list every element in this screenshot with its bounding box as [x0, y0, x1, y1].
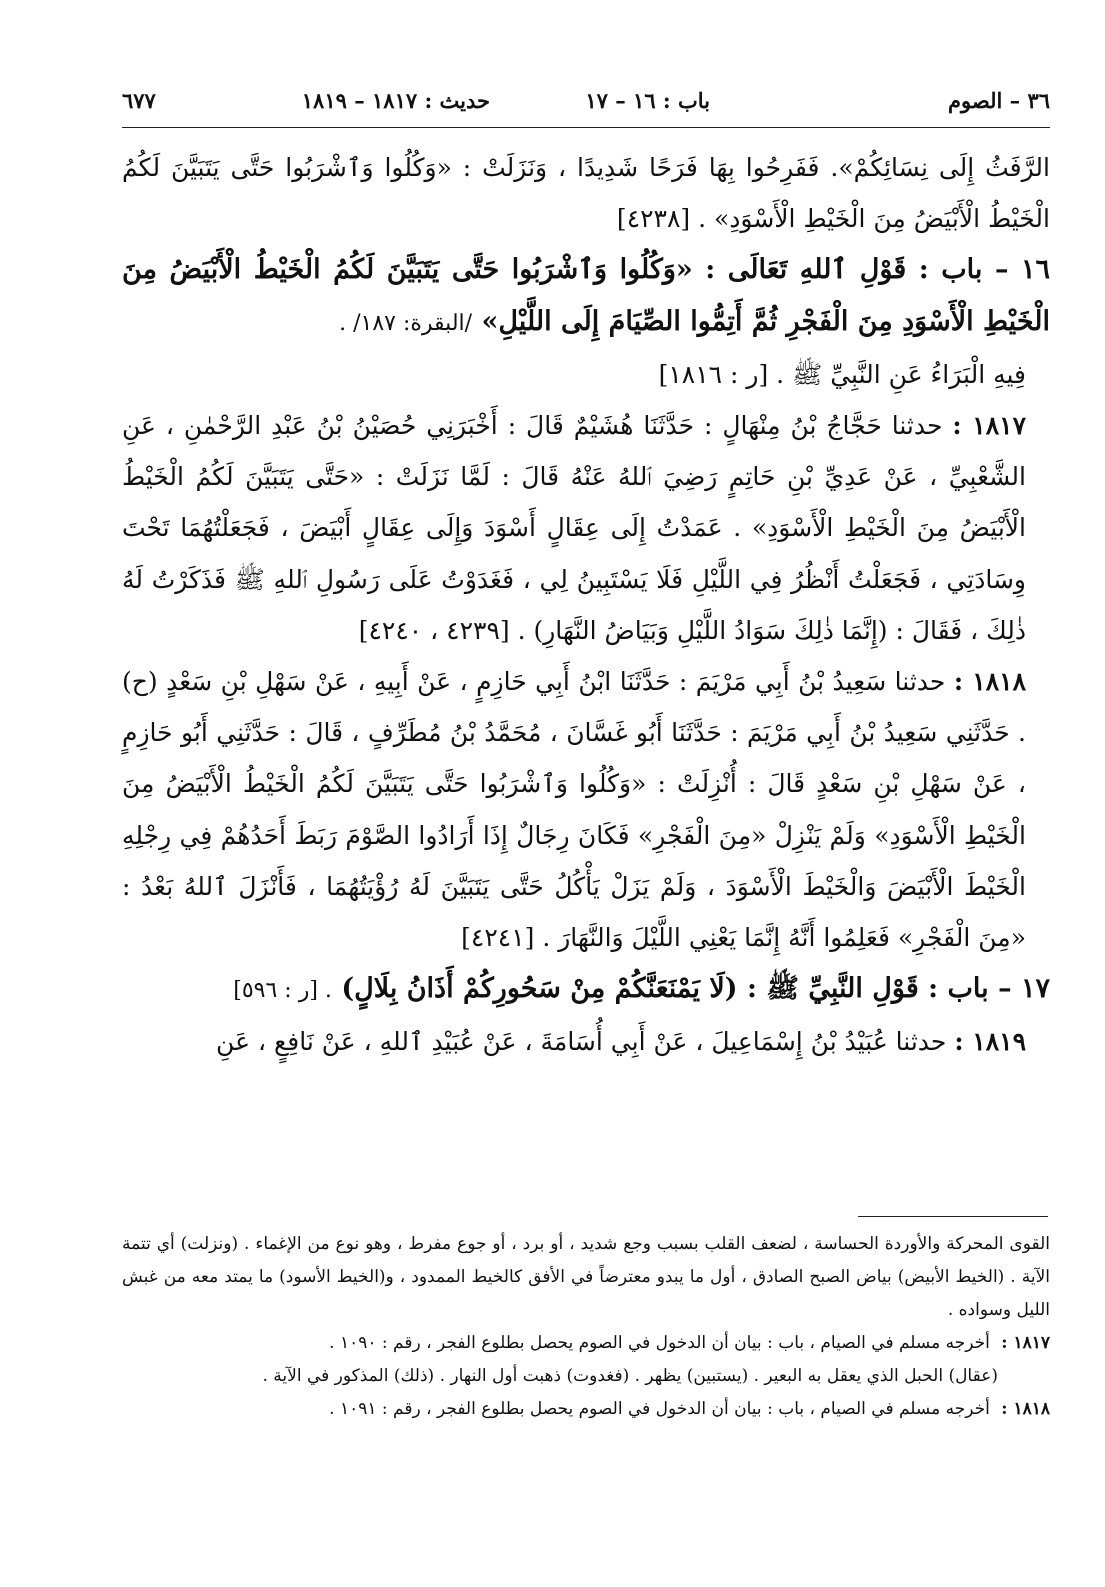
footnote-1818-number: ١٨١٨ : [1001, 1399, 1050, 1419]
hadith-1817-number: ١٨١٧ : [952, 411, 1027, 441]
chapter-heading-16-prefix: ١٦ – باب : قَوْلِ ٱللهِ تَعَالَى : [705, 254, 1050, 286]
header-hadith: حديث : ١٨١٧ – ١٨١٩ [301, 88, 490, 113]
chapter-heading-16 [122, 244, 1050, 348]
hadith-1817 [122, 400, 1050, 656]
footnote-divider [858, 1216, 1048, 1217]
fihi-note: فِيهِ الْبَرَاءُ عَنِ النَّبِيِّ ﷺ . [ر : ١٨١٦] [658, 359, 1026, 389]
hadith-1818 [122, 656, 1050, 963]
footnote-1818-text: أخرجه مسلم في الصيام ، باب : بيان أن الدخول في الصوم يحصل بطلوع الفجر ، رقم : ١٠٩١ . [329, 1399, 990, 1419]
hadith-1819 [122, 1016, 1050, 1067]
hadith-1819-number: ١٨١٩ : [954, 1027, 1026, 1057]
footnote-1817 [122, 1327, 1050, 1360]
header-chapter: ٣٦ – الصوم [948, 88, 1050, 113]
chapter-heading-16-ref: /البقرة: ١٨٧/ . [339, 310, 473, 336]
hadith-1819-text: حدثنا عُبَيْدُ بْنُ إِسْمَاعِيلَ ، عَنْ أَبِي أُسَامَةَ ، عَنْ عُبَيْدِ ٱللهِ ، عَنْ نَافِعٍ ، عَنِ [216, 1027, 947, 1057]
chapter-heading-17-prefix: ١٧ – باب : قَوْلِ النَّبِيِّ ﷺ : [746, 973, 1050, 1005]
footnotes [122, 1228, 1050, 1426]
footnote-continued: القوى المحركة والأوردة الحساسة ، لضعف القلب بسبب وجع شديد ، أو برد ، أو جوع مفرط ، وهو نوع من الإغماء . (ونزلت) أي تتمة الآية . (الخيط الأبيض) بياض الصبح الصادق ، أول ما يبدو معترضاً في الأفق كالخيط الممدود ، و(الخيط الأسود) ما يمتد معه من غبش الليل وسواده . [122, 1234, 1050, 1320]
header-divider [122, 127, 1050, 128]
running-header [122, 82, 1050, 122]
hadith-1818-number: ١٨١٨ : [953, 667, 1026, 697]
chapter-heading-17-quote: (لَا يَمْنَعَنَّكُمْ مِنْ سَحُورِكُمْ أَذَانُ بِلَالٍ) [341, 973, 738, 1005]
footnote-1817-number: ١٨١٧ : [1001, 1333, 1050, 1353]
main-text [122, 142, 1050, 1205]
page-number: ٦٧٧ [122, 88, 156, 113]
chapter-heading-16-quote: «وَكُلُوا وَٱشْرَبُوا حَتَّى يَتَبَيَّنَ لَكُمُ الْخَيْطُ الْأَبْيَضُ مِنَ الْخَيْطِ الْأَسْوَدِ مِنَ الْفَجْرِ ثُمَّ أَتِمُّوا الصِّيَامَ إِلَى اللَّيْلِ» [122, 254, 1050, 337]
continued-paragraph: الرَّفَثُ إِلَى نِسَائِكُمْ». فَفَرِحُوا بِهَا فَرَحًا شَدِيدًا ، وَنَزَلَتْ : «وَكُلُوا وَٱشْرَبُوا حَتَّى يَتَبَيَّنَ لَكُمُ الْخَيْطُ الْأَبْيَضُ مِنَ الْخَيْطِ الْأَسْوَدِ» . [٤٢٣٨] [122, 153, 1050, 234]
footnote-1817-text: أخرجه مسلم في الصيام ، باب : بيان أن الدخول في الصوم يحصل بطلوع الفجر ، رقم : ١٠٩٠ . [329, 1333, 990, 1353]
chapter-heading-17-ref: . [ر : ٥٩٦] [233, 978, 332, 1004]
footnote-1817-gloss: (عقال) الحبل الذي يعقل به البعير . (يستبين) يظهر . (فغدوت) ذهبت أول النهار . (ذلك) المذكور في الآية . [262, 1366, 998, 1386]
chapter-heading-17 [122, 963, 1050, 1016]
header-bab: باب : ١٦ – ١٧ [585, 88, 710, 113]
hadith-1817-text: حدثنا حَجَّاجُ بْنُ مِنْهَالٍ : حَدَّثَنَا هُشَيْمٌ قَالَ : أَخْبَرَنِي حُصَيْنُ بْنُ عَبْدِ الرَّحْمٰنِ ، عَنِ الشَّعْبِيِّ ، عَنْ عَدِيِّ بْنِ حَاتِمٍ رَضِيَ ٱللهُ عَنْهُ قَالَ : لَمَّا نَزَلَتْ : «حَتَّى يَتَبَيَّنَ لَكُمُ الْخَيْطُ الْأَبْيَضُ مِنَ الْخَيْطِ الْأَسْوَدِ» . عَمَدْتُ إِلَى عِقَالٍ أَسْوَدَ وَإِلَى عِقَالٍ أَبْيَضَ ، فَجَعَلْتُهُمَا تَحْتَ وِسَادَتِي ، فَجَعَلْتُ أَنْظُرُ فِي اللَّيْلِ فَلَا يَسْتَبِينُ لِي ، فَغَدَوْتُ عَلَى رَسُولِ ٱللهِ ﷺ فَذَكَرْتُ لَهُ ذٰلِكَ ، فَقَالَ : (إِنَّمَا ذٰلِكَ سَوَادُ اللَّيْلِ وَبَيَاضُ النَّهَارِ) . [٤٢٣٩ ، ٤٢٤٠] [122, 411, 1026, 645]
footnote-1818 [122, 1393, 1050, 1426]
hadith-1818-text: حدثنا سَعِيدُ بْنُ أَبِي مَرْيَمَ : حَدَّثَنَا ابْنُ أَبِي حَازِمٍ ، عَنْ أَبِيهِ ، عَنْ سَهْلِ بْنِ سَعْدٍ (ح) . حَدَّثَنِي سَعِيدُ بْنُ أَبِي مَرْيَمَ : حَدَّثَنَا أَبُو غَسَّانَ ، مُحَمَّدُ بْنُ مُطَرِّفٍ ، قَالَ : حَدَّثَنِي أَبُو حَازِمٍ ، عَنْ سَهْلِ بْنِ سَعْدٍ قَالَ : أُنْزِلَتْ : «وَكُلُوا وَٱشْرَبُوا حَتَّى يَتَبَيَّنَ لَكُمُ الْخَيْطُ الْأَبْيَضُ مِنَ الْخَيْطِ الْأَسْوَدِ» وَلَمْ يَنْزِلْ «مِنَ الْفَجْرِ» فَكَانَ رِجَالٌ إِذَا أَرَادُوا الصَّوْمَ رَبَطَ أَحَدُهُمْ فِي رِجْلِهِ الْخَيْطَ الْأَبْيَضَ وَالْخَيْطَ الْأَسْوَدَ ، وَلَمْ يَزَلْ يَأْكُلُ حَتَّى يَتَبَيَّنَ لَهُ رُؤْيَتُهُمَا ، فَأَنْزَلَ ٱللهُ بَعْدُ : «مِنَ الْفَجْرِ» فَعَلِمُوا أَنَّهُ إِنَّمَا يَعْنِي اللَّيْلَ وَالنَّهَارَ . [٤٢٤١] [122, 667, 1026, 953]
